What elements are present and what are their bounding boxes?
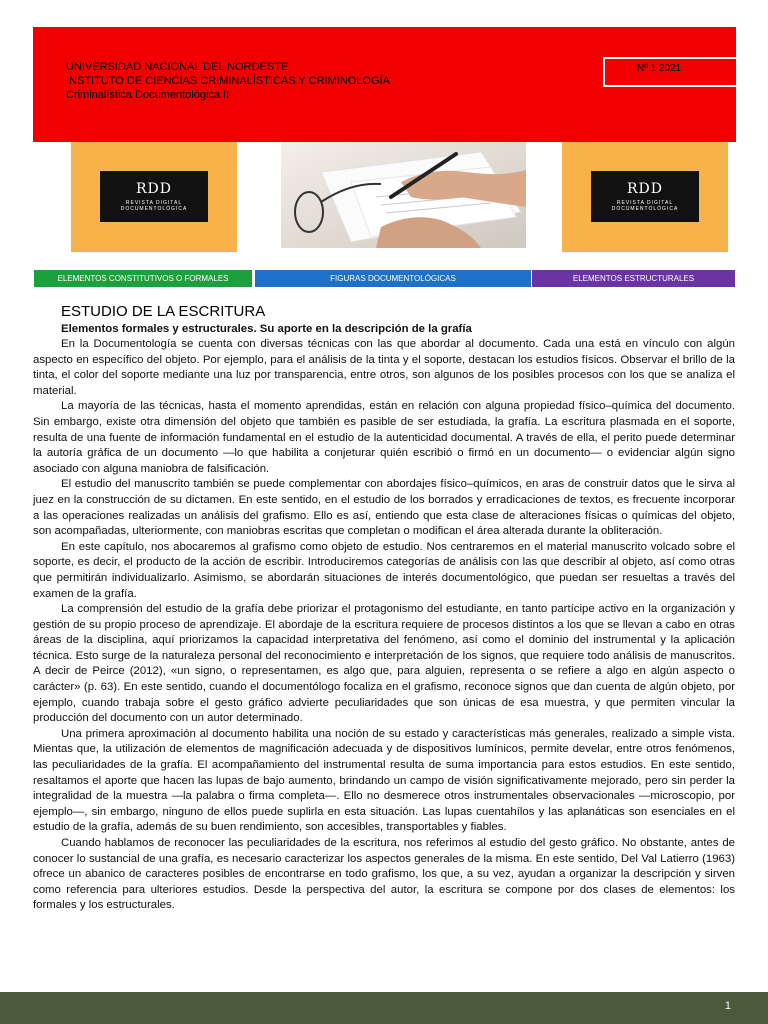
university-name: UNIVERSIDAD NACIONAL DEL NORDESTE — [66, 61, 289, 73]
paragraph: La comprensión del estudio de la grafía debe priorizar el protagonismo del estudiante, en tanto partícipe activo en la organización y gestión de su propio proceso de aprendizaje. El abordaje de la escritura requiere de procesos distintos a los que se llevan a cabo en otras áreas de la disciplina, aquí priorizamos la capacidad interpretativa del fenómeno, así como el dominio del instrumental y la aplicación técnica. Esto surge de la naturaleza personal del reconocimiento e interpretación de los signos, que requiere todo análisis de manuscritos. A decir de Peirce (2012), «un signo, o representamen, es algo que, para alguien, representa o se refiere a algo en algún aspecto o carácter» (p. 63). En este sentido, cuando el documentólogo focaliza en el grafismo, reconoce signos que dan cuenta de algún objeto, por ejemplo, cuando trabaja sobre el gesto gráfico advierte peculiaridades que son únicas de esa muestra, y que permiten vincular la producción del documento con un autor determinado. — [33, 603, 735, 725]
issue-box — [603, 57, 763, 87]
paragraph: El estudio del manuscrito también se puede complementar con abordajes físico–químicos, en aras de construir datos que le sirva al juez en la construcción de su dictamen. En este sentido, en el estudio de los borrados y erradicaciones de textos, es frecuente incorporar a las operaciones realizadas un análisis del grafismo. Ello es así, entiendo que esta clase de alteraciones físicas o químicas del objeto, son acompañadas, ulteriormente, con maniobras escritas que completan o modifican el área alterada durante la obliteración. — [33, 478, 735, 538]
tab-elementos-formales[interactable]: ELEMENTOS CONSTITUTIVOS O FORMALES — [34, 270, 252, 287]
paragraph: En la Documentología se cuenta con diversas técnicas con las que abordar al documento. Cada una está en vínculo con algún aspecto en específico del objeto. Por ejemplo, para el análisis de la tinta y el soporte, destacan los estudios físicos. Observar el brillo de la tinta, el color del soporte mediante una luz por transparencia, entre otros, son algunos de los posibles procesos con los que se analiza el material. — [33, 338, 735, 397]
institute-name: INSTITUTO DE CIENCIAS CRIMINALÍSTICAS Y CRIMINOLOGÍA — [66, 75, 390, 87]
article-body — [33, 303, 735, 914]
article-subtitle: Elementos formales y estructurales. Su aporte en la descripción de la grafía — [61, 323, 472, 335]
rdd-logo: RDD REVISTA DIGITAL DOCUMENTOLÓGICA — [591, 171, 699, 222]
tab-elementos-estructurales[interactable]: ELEMENTOS ESTRUCTURALES — [532, 270, 735, 287]
article-title: ESTUDIO DE LA ESCRITURA — [61, 303, 266, 320]
page-number: 1 — [724, 1000, 731, 1012]
issue-number: Nº 1 2021 — [637, 63, 682, 74]
footer-band — [0, 992, 768, 1024]
paragraph: La mayoría de las técnicas, hasta el momento aprendidas, están en relación con alguna propiedad físico–química del documento. Sin embargo, existe otra dimensión del objeto que también es pasible de ser estudiada, la grafía. La escritura plasmada en el soporte, resulta de una fuente de información fundamental en el estudio de la autenticidad documental. A través de ella, el perito puede determinar la autoría gráfica de un documento —lo que habilita a conjeturar quién escribió o firmó en un documento— o evidenciar algún signo asociado con alguna maniobra de falsificación. — [33, 400, 735, 475]
paragraph: En este capítulo, nos abocaremos al grafismo como objeto de estudio. Nos centraremos en el material manuscrito volcado sobre el soporte, es decir, el producto de la acción de escribir. Introduciremos categorías de análisis con las que describir al objeto, así como otras que permitirán individualizarlo. Asimismo, se abordarán situaciones de interés documentológico, que puedan ser resueltas a través del examen de la grafía. — [33, 540, 735, 600]
course-name: Criminalística Documentológica II — [66, 89, 230, 101]
hero-photo-writing-hands — [281, 142, 526, 248]
logo-panel-left — [71, 142, 237, 252]
tab-figuras-documentologicas[interactable]: FIGURAS DOCUMENTOLÓGICAS — [255, 270, 531, 287]
institution-block — [66, 60, 390, 102]
paragraph: Cuando hablamos de reconocer las peculiaridades de la escritura, nos referimos al estudio del gesto gráfico. No obstante, antes de conocer lo sustancial de una grafía, es necesario caracterizar los aspectos generales de la misma. En este sentido, Del Val Latierro (1963) ofrece un abanico de caracteres posibles de encontrarse en todo grafismo, los que, a su vez, ayudan a organizar la descripción y sirven como referencia para ulteriores estudios. Desde la perspectiva del autor, la escritura se compone por dos clases de elementos: los formales y los estructurales. — [33, 837, 735, 912]
paragraph: Una primera aproximación al documento habilita una noción de su estado y características más generales, realizado a simple vista. Mientas que, la utilización de elementos de magnificación adecuada y de dispositivos lumínicos, permite develar, entre otros fenómenos, las peculiaridades de la grafía. El acompañamiento del instrumental resulta de suma importancia para estos estudios. En este sentido, resaltamos el aporte que hacen las lupas de bajo aumento, brindando un campo de visión significativamente mejorado, pero sin perder la integralidad de la muestra —la palabra o firma completa—. Ello no desmerece otros instrumentales observacionales —microscopio, por ejemplo—, sin embargo, ninguno de ellos puede suplirla en esta situación. Las lupas cuentahílos y las aplanáticas son esenciales en el estudio de la grafía, además de su buen rendimiento, son accesibles, transportables y fiables. — [33, 727, 735, 834]
rdd-logo: RDD REVISTA DIGITAL DOCUMENTOLÓGICA — [100, 171, 208, 222]
logo-panel-right — [562, 142, 728, 252]
